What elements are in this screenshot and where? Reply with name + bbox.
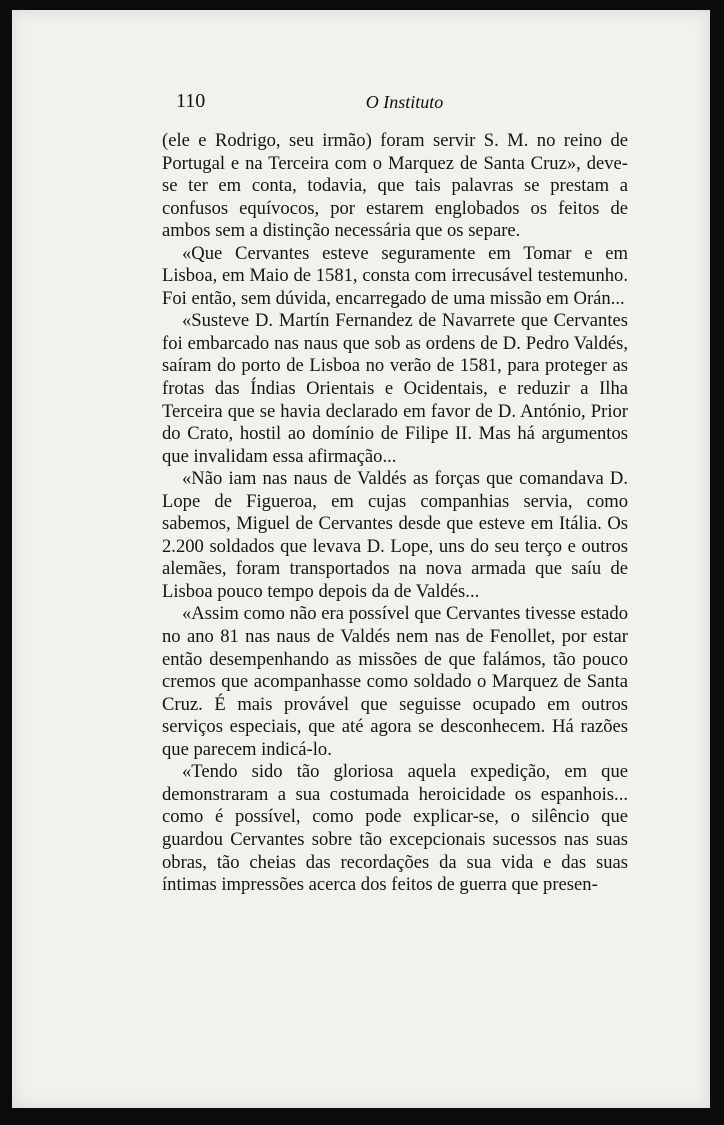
body-text [162, 130, 628, 897]
page-number: 110 [176, 90, 206, 112]
page-header [162, 90, 647, 120]
paragraph: «Assim como não era possível que Cervantes tivesse estado no ano 81 nas naus de Valdés nem nas de Fenollet, por estar então desempenhando as missões de que falámos, tão pouco cremos que acompanhasse como soldado o Marquez de Santa Cruz. É mais provável que seguisse ocupado em outros serviços especiais, que até agora se desconhecem. Há razões que parecem indicá-lo. [162, 603, 628, 760]
paragraph: «Susteve D. Martín Fernandez de Navarrete que Cervantes foi embarcado nas naus que sob as ordens de D. Pedro Valdés, saíram do porto de Lisboa no verão de 1581, para proteger as frotas das Índias Orientais e Ocidentais, e reduzir a Ilha Terceira que se havia declarado em favor de D. António, Prior do Crato, hostil ao domínio de Filipe II. Mas há argumentos que invalidam essa afirmação... [162, 310, 628, 467]
paragraph: «Não iam nas naus de Valdés as forças que comandava D. Lope de Figueroa, em cujas companhias servia, como sabemos, Miguel de Cervantes desde que esteve em Itália. Os 2.200 soldados que levava D. Lope, uns do seu terço e outros alemães, foram transportados na nova armada que saíu de Lisboa pouco tempo depois da de Valdés... [162, 468, 628, 602]
running-title: O Instituto [365, 92, 444, 112]
paragraph: «Tendo sido tão gloriosa aquela expedição, em que demonstraram a sua costumada heroicidade os espanhois... como é possível, como pode explicar-se, o silêncio que guardou Cervantes sobre tão excepcionais sucessos nas suas obras, tão cheias das recordações da sua vida e das suas íntimas impressões acerca dos feitos de guerra que presen- [162, 761, 628, 896]
paragraph: «Que Cervantes esteve seguramente em Tomar e em Lisboa, em Maio de 1581, consta com irrecusável testemunho. Foi então, sem dúvida, encarregado de uma missão em Orán... [162, 242, 628, 309]
paragraph: (ele e Rodrigo, seu irmão) foram servir S. M. no reino de Portugal e na Terceira com o Marquez de Santa Cruz», deve-se ter em conta, todavia, que tais palavras se prestam a confusos equívocos, por estarem englobados os feitos de ambos sem a distinção necessária que os separe. [162, 130, 628, 242]
